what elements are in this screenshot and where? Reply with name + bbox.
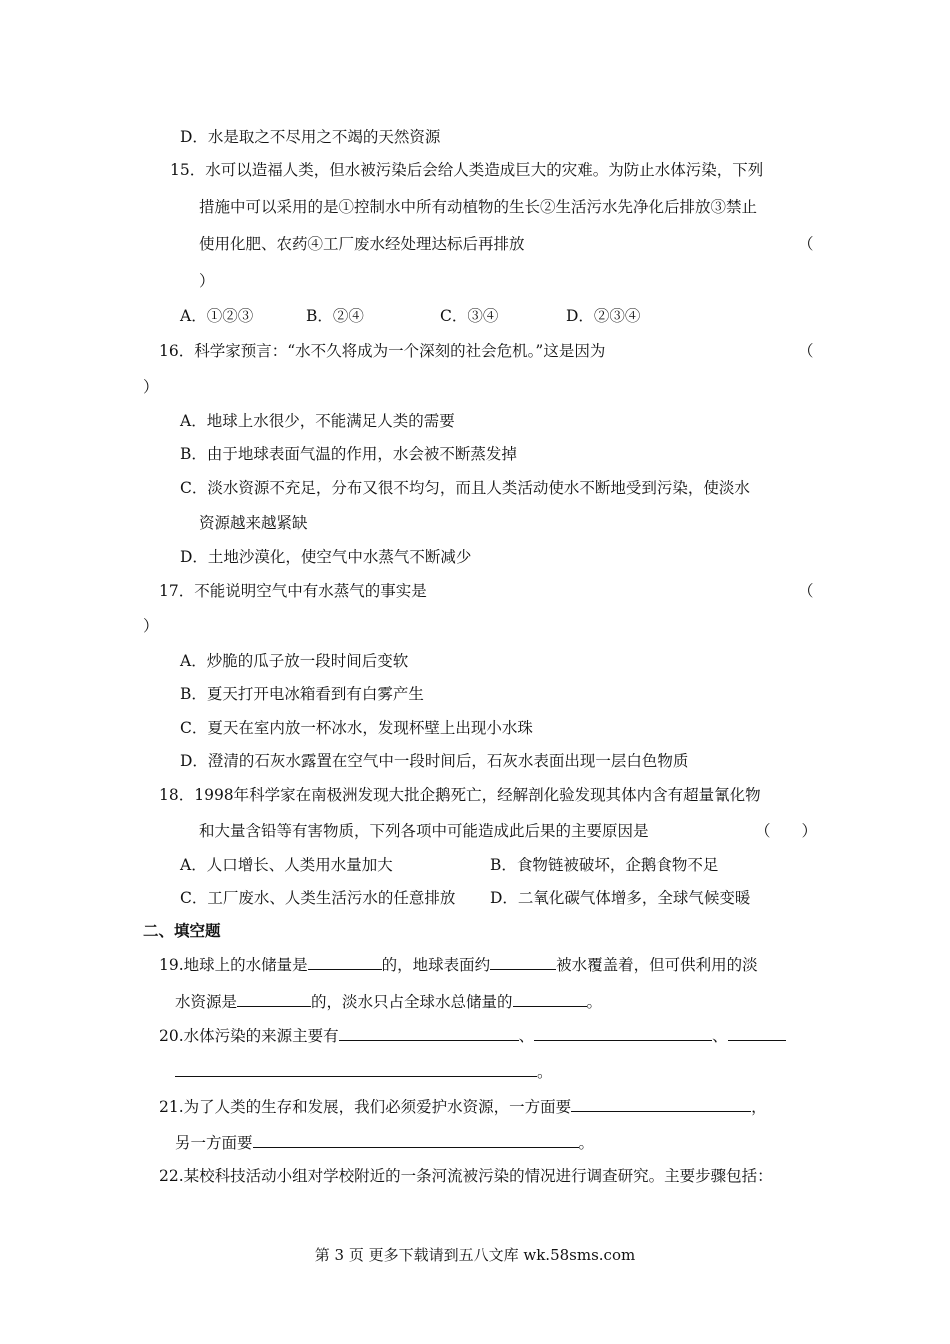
q15-line1: 15．水可以造福人类，但水被污染后会给人类造成巨大的灾难。为防止水体污染，下列 <box>170 161 764 179</box>
q19-text-5: 的，淡水只占全球水总储量的 <box>311 993 513 1011</box>
q20-text-1: 20.水体污染的来源主要有 <box>159 1027 339 1045</box>
q19-line1 <box>159 954 758 976</box>
page-footer: 第 3 页 更多下载请到五八文库 wk.58sms.com <box>314 1246 636 1264</box>
q18-paren: （ ） <box>755 822 818 840</box>
q21-blank-2[interactable] <box>253 1132 579 1148</box>
q19-blank-1[interactable] <box>308 954 382 970</box>
q21-line2 <box>175 1132 594 1154</box>
q16-option-d: D．土地沙漠化，使空气中水蒸气不断减少 <box>180 548 472 566</box>
q18-option-d: D．二氧化碳气体增多，全球气候变暖 <box>490 889 751 907</box>
q15-option-a: A．①②③ <box>180 307 254 325</box>
q15-option-b: B．②④ <box>306 307 364 325</box>
q15-paren-open: （ <box>798 235 814 253</box>
q19-blank-2[interactable] <box>490 954 556 970</box>
q16-paren-close: ） <box>143 378 159 396</box>
q16-option-a: A．地球上水很少，不能满足人类的需要 <box>180 412 455 430</box>
q22-line1: 22.某校科技活动小组对学校附近的一条河流被污染的情况进行调查研究。主要步骤包括： <box>159 1167 773 1185</box>
q21-end: 。 <box>578 1134 595 1152</box>
q19-blank-4[interactable] <box>513 991 587 1007</box>
q15-option-d: D．②③④ <box>566 307 641 325</box>
q19-line2 <box>175 991 602 1013</box>
q20-blank-3[interactable] <box>728 1025 786 1041</box>
q20-line2 <box>175 1061 553 1083</box>
q16-option-c-line2: 资源越来越紧缺 <box>199 514 308 532</box>
q19-text-1: 19.地球上的水储量是 <box>159 956 308 974</box>
q19-text-3: 被水覆盖着，但可供利用的淡 <box>556 956 758 974</box>
q19-blank-3[interactable] <box>237 991 311 1007</box>
q21-text-1: 21.为了人类的生存和发展，我们必须爱护水资源，一方面要 <box>159 1098 572 1116</box>
q16-line1: 16．科学家预言：“水不久将成为一个深刻的社会危机。”这是因为 <box>159 342 606 360</box>
q21-comma: ， <box>751 1098 767 1116</box>
q17-option-d: D．澄清的石灰水露置在空气中一段时间后，石灰水表面出现一层白色物质 <box>180 752 689 770</box>
q19-text-6: 。 <box>586 993 603 1011</box>
q17-paren-open: （ <box>798 582 814 600</box>
q18-line1: 18．1998年科学家在南极洲发现大批企鹅死亡，经解剖化验发现其体内含有超量氰化物 <box>159 786 761 804</box>
q17-option-a: A．炒脆的瓜子放一段时间后变软 <box>180 652 409 670</box>
q19-text-2: 的，地球表面约 <box>381 956 491 974</box>
q15-option-c: C．③④ <box>440 307 499 325</box>
q20-end: 。 <box>537 1063 553 1081</box>
q20-blank-1[interactable] <box>339 1025 519 1041</box>
q15-line3: 使用化肥、农药④工厂废水经处理达标后再排放 <box>199 235 525 253</box>
q17-option-b: B．夏天打开电冰箱看到有白雾产生 <box>180 685 424 703</box>
section-heading-fill-blank: 二、填空题 <box>143 922 221 940</box>
q21-line1 <box>159 1096 767 1118</box>
q20-sep-2: 、 <box>712 1027 728 1045</box>
q18-line2: 和大量含铅等有害物质，下列各项中可能造成此后果的主要原因是 <box>199 822 649 840</box>
q20-blank-2[interactable] <box>534 1025 712 1041</box>
q21-blank-1[interactable] <box>571 1096 751 1112</box>
q19-text-4: 水资源是 <box>175 993 238 1011</box>
q20-line1 <box>159 1025 786 1047</box>
q16-option-b: B．由于地球表面气温的作用，水会被不断蒸发掉 <box>180 445 517 463</box>
q18-option-c: C．工厂废水、人类生活污水的任意排放 <box>180 889 456 907</box>
q20-blank-4[interactable] <box>175 1061 537 1077</box>
q18-option-a: A．人口增长、人类用水量加大 <box>180 856 393 874</box>
q21-text-2: 另一方面要 <box>175 1134 253 1152</box>
q18-option-b: B．食物链被破坏，企鹅食物不足 <box>490 856 719 874</box>
q17-option-c: C．夏天在室内放一杯冰水，发现杯壁上出现小水珠 <box>180 719 533 737</box>
q16-paren-open: （ <box>798 342 814 360</box>
q17-paren-close: ） <box>143 617 159 635</box>
q15-paren-close: ） <box>199 272 215 290</box>
q20-sep-1: 、 <box>518 1027 535 1045</box>
q17-line1: 17．不能说明空气中有水蒸气的事实是 <box>159 582 427 600</box>
q16-option-c-line1: C．淡水资源不充足，分布又很不均匀，而且人类活动使水不断地受到污染，使淡水 <box>180 479 750 497</box>
q15-line2: 措施中可以采用的是①控制水中所有动植物的生长②生活污水先净化后排放③禁止 <box>199 198 758 216</box>
q14-option-d: D．水是取之不尽用之不竭的天然资源 <box>180 128 441 146</box>
